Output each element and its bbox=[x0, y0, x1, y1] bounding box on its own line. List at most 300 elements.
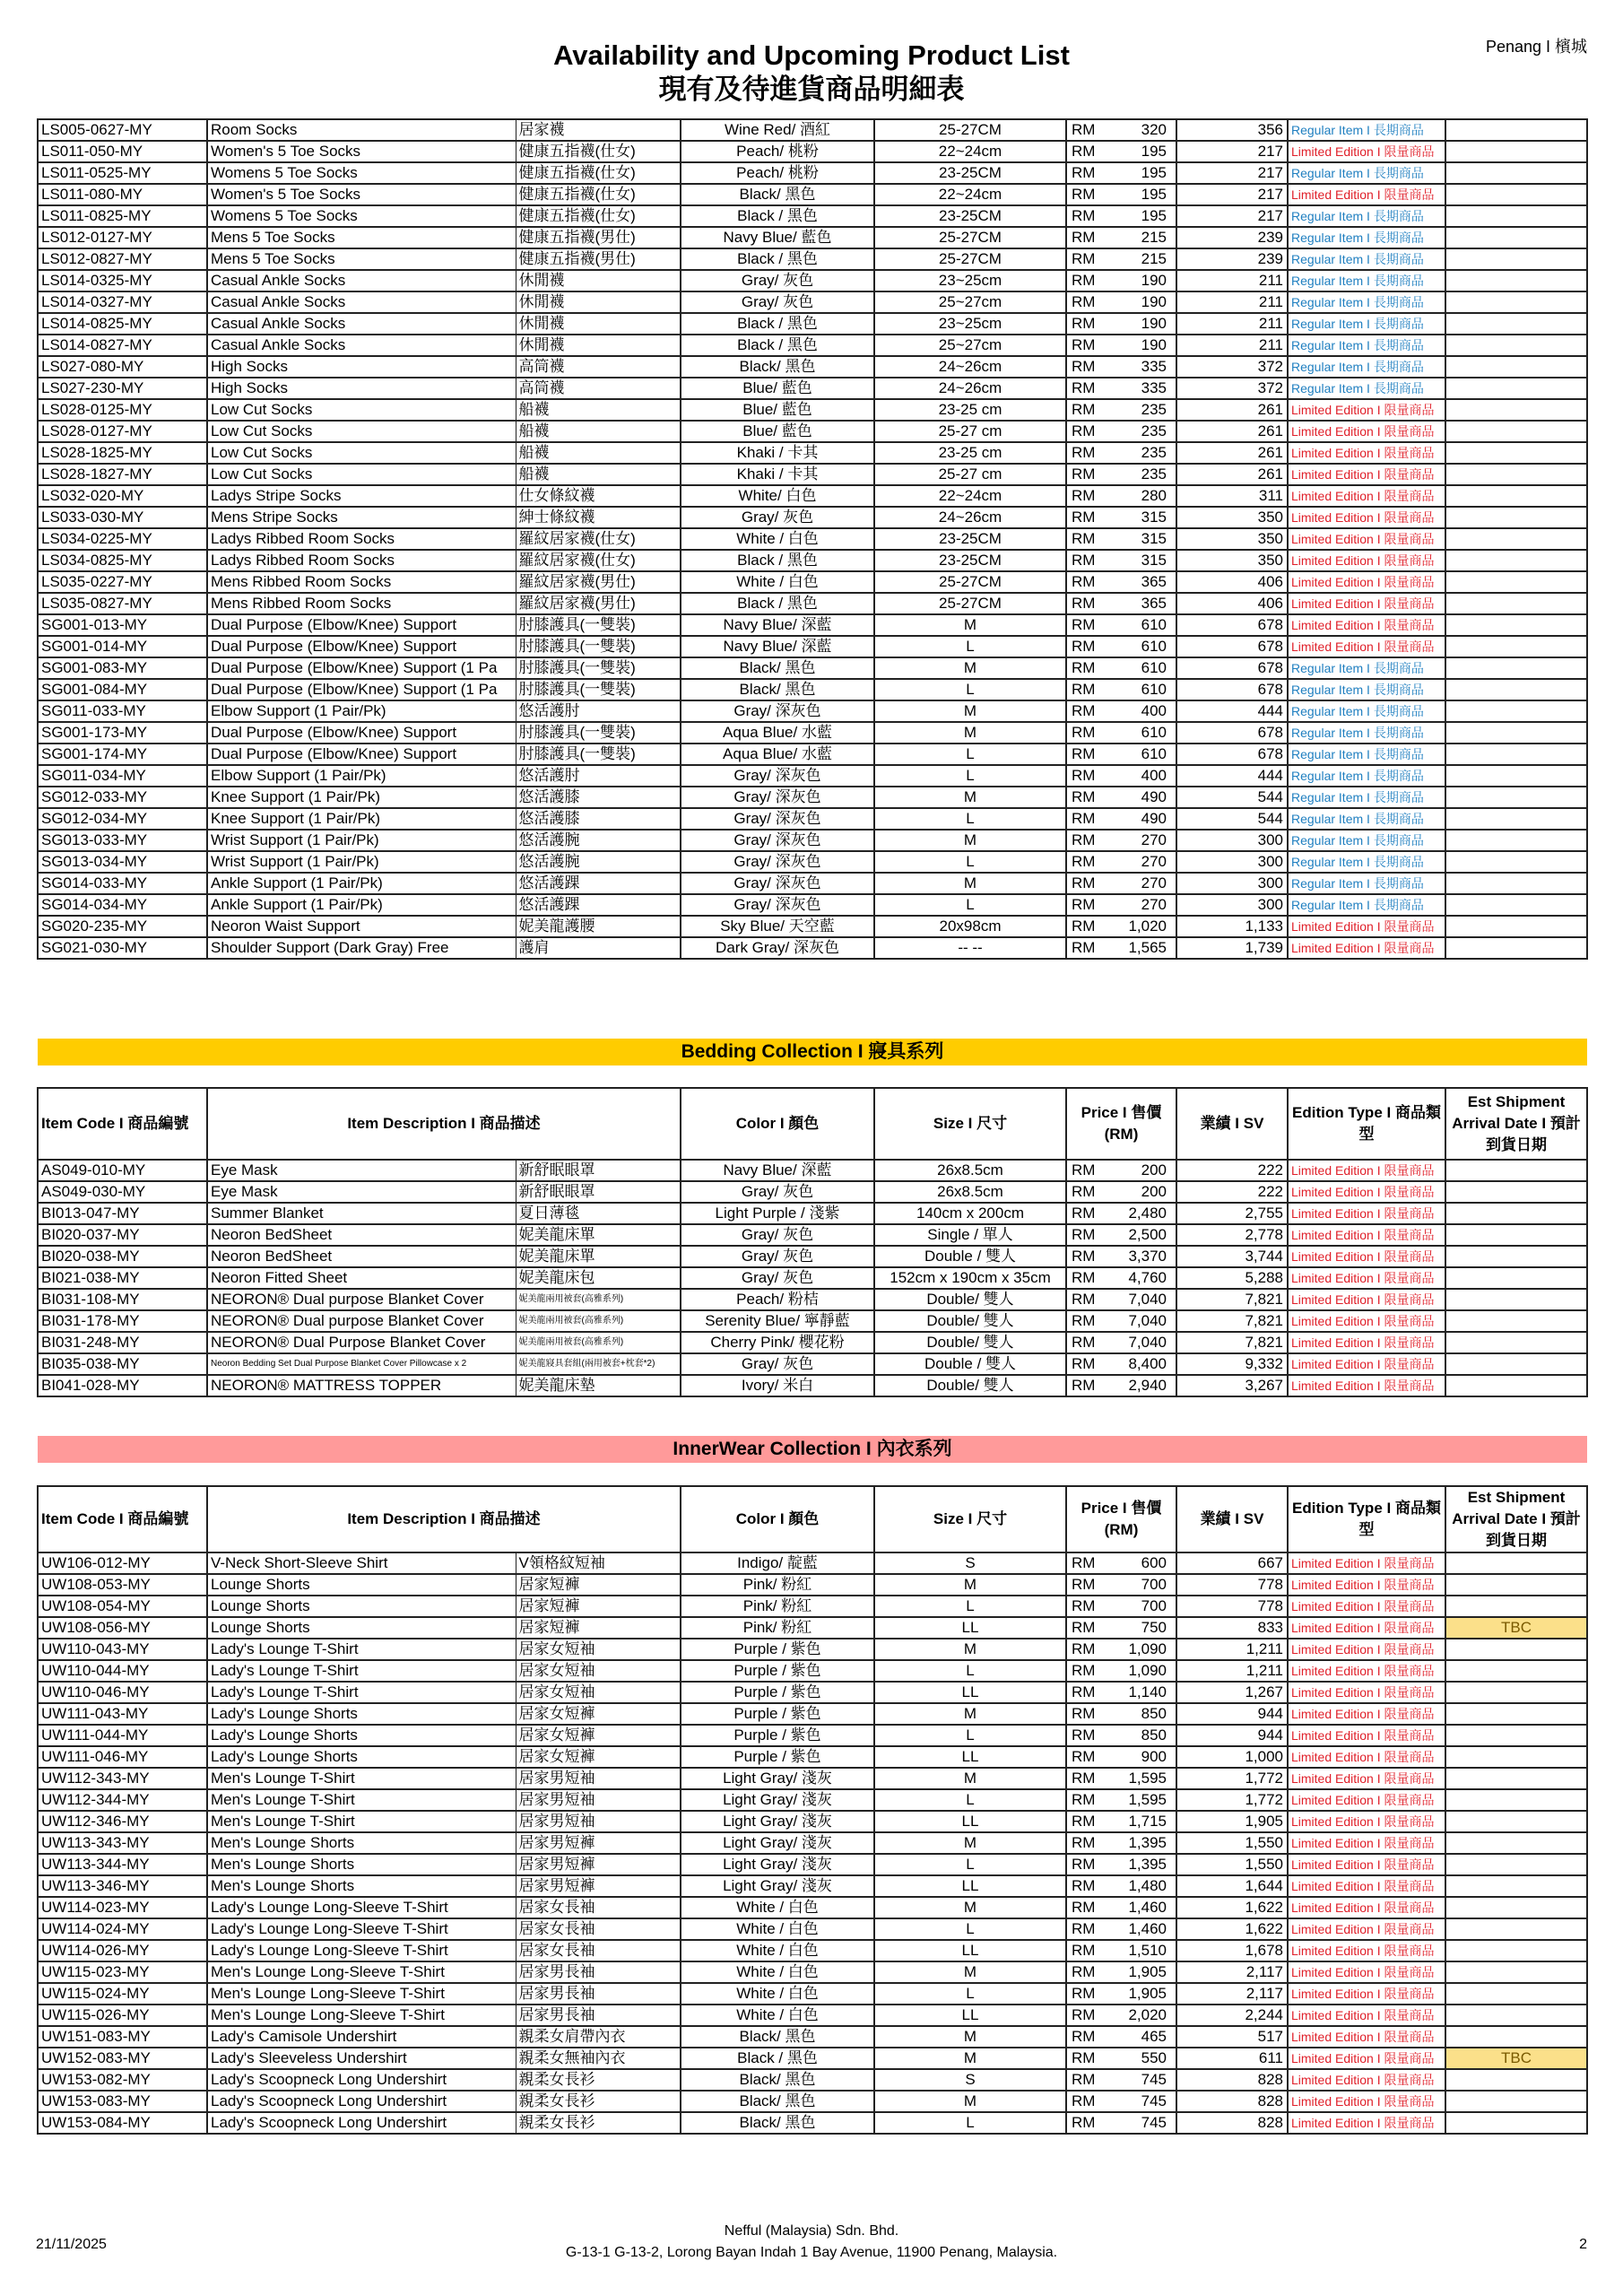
edition-type-badge: Limited Edition I 限量商品 bbox=[1288, 2091, 1445, 2112]
price-amount: 215 bbox=[1141, 229, 1167, 246]
item-size: 25-27CM bbox=[874, 227, 1066, 248]
item-color: Light Gray/ 淺灰 bbox=[681, 1832, 874, 1854]
table-row bbox=[38, 1267, 1587, 1289]
item-description-cn: 居家襪 bbox=[516, 119, 681, 141]
table-row bbox=[38, 248, 1587, 270]
shipment-date bbox=[1445, 1961, 1587, 1983]
table-row bbox=[38, 119, 1587, 141]
item-code: LS033-030-MY bbox=[38, 507, 207, 528]
item-description: Lady's Lounge T-Shirt bbox=[207, 1682, 516, 1703]
item-description-cn: 船襪 bbox=[516, 442, 681, 464]
edition-type-badge: Limited Edition I 限量商品 bbox=[1288, 1897, 1445, 1918]
currency-label: RM bbox=[1072, 1791, 1096, 1808]
edition-type-badge: Regular Item I 長期商品 bbox=[1288, 227, 1445, 248]
table-row bbox=[38, 657, 1587, 679]
item-price bbox=[1066, 464, 1176, 485]
item-description: Wrist Support (1 Pair/Pk) bbox=[207, 851, 516, 873]
item-description: Mens Ribbed Room Socks bbox=[207, 593, 516, 614]
item-description: Lady's Scoopneck Long Undershirt bbox=[207, 2112, 516, 2134]
col-header-size: Size I 尺寸 bbox=[874, 1088, 1066, 1160]
item-code: LS028-0125-MY bbox=[38, 399, 207, 421]
item-size: 25-27 cm bbox=[874, 421, 1066, 442]
edition-type-badge: Regular Item I 長期商品 bbox=[1288, 787, 1445, 808]
edition-type-badge: Regular Item I 長期商品 bbox=[1288, 873, 1445, 894]
item-size: M bbox=[874, 830, 1066, 851]
item-description: Womens 5 Toe Socks bbox=[207, 205, 516, 227]
item-sv: 1,211 bbox=[1176, 1660, 1288, 1682]
item-size: L bbox=[874, 1725, 1066, 1746]
price-amount: 235 bbox=[1141, 444, 1167, 461]
item-size: LL bbox=[874, 1746, 1066, 1768]
item-sv: 7,821 bbox=[1176, 1310, 1288, 1332]
shipment-date bbox=[1445, 356, 1587, 378]
item-price bbox=[1066, 2048, 1176, 2069]
item-description: Ladys Ribbed Room Socks bbox=[207, 550, 516, 571]
edition-type-badge: Limited Edition I 限量商品 bbox=[1288, 1789, 1445, 1811]
item-description-cn: 休閒襪 bbox=[516, 313, 681, 335]
table-row bbox=[38, 1289, 1587, 1310]
currency-label: RM bbox=[1072, 1554, 1096, 1571]
item-sv: 300 bbox=[1176, 894, 1288, 916]
item-color: Khaki / 卡其 bbox=[681, 464, 874, 485]
item-code: LS011-0825-MY bbox=[38, 205, 207, 227]
item-code: BI031-108-MY bbox=[38, 1289, 207, 1310]
item-description-cn: 健康五指襪(男仕) bbox=[516, 248, 681, 270]
item-sv: 833 bbox=[1176, 1617, 1288, 1639]
item-size: 26x8.5cm bbox=[874, 1181, 1066, 1203]
shipment-date bbox=[1445, 1353, 1587, 1375]
item-size: 25-27CM bbox=[874, 593, 1066, 614]
currency-label: RM bbox=[1072, 1877, 1096, 1894]
item-size: M bbox=[874, 2091, 1066, 2112]
item-code: SG012-033-MY bbox=[38, 787, 207, 808]
shipment-date bbox=[1445, 679, 1587, 700]
item-sv: 444 bbox=[1176, 700, 1288, 722]
item-description: Neoron BedSheet bbox=[207, 1246, 516, 1267]
item-description-cn: 妮美龍護腰 bbox=[516, 916, 681, 937]
item-color: Black / 黑色 bbox=[681, 248, 874, 270]
item-code: LS014-0827-MY bbox=[38, 335, 207, 356]
item-color: Gray/ 深灰色 bbox=[681, 873, 874, 894]
table-row bbox=[38, 442, 1587, 464]
item-color: Navy Blue/ 藍色 bbox=[681, 227, 874, 248]
price-amount: 195 bbox=[1141, 143, 1167, 160]
item-color: Gray/ 深灰色 bbox=[681, 894, 874, 916]
item-code: LS014-0825-MY bbox=[38, 313, 207, 335]
item-description: Lady's Lounge Long-Sleeve T-Shirt bbox=[207, 1897, 516, 1918]
item-price bbox=[1066, 744, 1176, 765]
currency-label: RM bbox=[1072, 336, 1096, 353]
price-amount: 7,040 bbox=[1128, 1312, 1167, 1329]
item-sv: 778 bbox=[1176, 1596, 1288, 1617]
item-color: Light Gray/ 淺灰 bbox=[681, 1875, 874, 1897]
table-row bbox=[38, 1617, 1587, 1639]
shipment-date bbox=[1445, 808, 1587, 830]
table-row bbox=[38, 1160, 1587, 1181]
item-code: BI020-037-MY bbox=[38, 1224, 207, 1246]
item-code: UW112-344-MY bbox=[38, 1789, 207, 1811]
currency-label: RM bbox=[1072, 1619, 1096, 1636]
table-row bbox=[38, 614, 1587, 636]
currency-label: RM bbox=[1072, 853, 1096, 870]
item-sv: 217 bbox=[1176, 184, 1288, 205]
item-code: UW108-056-MY bbox=[38, 1617, 207, 1639]
item-description: Knee Support (1 Pair/Pk) bbox=[207, 808, 516, 830]
table-row bbox=[38, 571, 1587, 593]
currency-label: RM bbox=[1072, 164, 1096, 181]
currency-label: RM bbox=[1072, 2049, 1096, 2066]
item-code: UW111-044-MY bbox=[38, 1725, 207, 1746]
shipment-date bbox=[1445, 2026, 1587, 2048]
item-code: UW112-346-MY bbox=[38, 1811, 207, 1832]
item-sv: 678 bbox=[1176, 722, 1288, 744]
item-sv: 217 bbox=[1176, 205, 1288, 227]
shipment-date bbox=[1445, 335, 1587, 356]
item-price bbox=[1066, 141, 1176, 162]
item-price bbox=[1066, 1310, 1176, 1332]
item-description-cn: 護肩 bbox=[516, 937, 681, 959]
item-size: Double/ 雙人 bbox=[874, 1375, 1066, 1396]
currency-label: RM bbox=[1072, 1312, 1096, 1329]
table-row bbox=[38, 1725, 1587, 1746]
item-color: Sky Blue/ 天空藍 bbox=[681, 916, 874, 937]
edition-type-badge: Limited Edition I 限量商品 bbox=[1288, 1811, 1445, 1832]
item-price bbox=[1066, 614, 1176, 636]
currency-label: RM bbox=[1072, 1640, 1096, 1657]
item-sv: 300 bbox=[1176, 830, 1288, 851]
shipment-date bbox=[1445, 1983, 1587, 2005]
item-price bbox=[1066, 1574, 1176, 1596]
table-row bbox=[38, 399, 1587, 421]
item-size: 25-27CM bbox=[874, 571, 1066, 593]
price-amount: 4,760 bbox=[1128, 1269, 1167, 1286]
item-description-cn: 悠活護腕 bbox=[516, 851, 681, 873]
currency-label: RM bbox=[1072, 186, 1096, 203]
item-size: 25-27 cm bbox=[874, 464, 1066, 485]
item-color: Gray/ 灰色 bbox=[681, 507, 874, 528]
item-description: Low Cut Socks bbox=[207, 421, 516, 442]
item-color: Pink/ 粉紅 bbox=[681, 1574, 874, 1596]
item-description-cn: 悠活護肘 bbox=[516, 700, 681, 722]
currency-label: RM bbox=[1072, 724, 1096, 741]
item-sv: 211 bbox=[1176, 335, 1288, 356]
item-sv: 5,288 bbox=[1176, 1267, 1288, 1289]
currency-label: RM bbox=[1072, 831, 1096, 848]
item-color: Black/ 黑色 bbox=[681, 657, 874, 679]
item-description: Dual Purpose (Elbow/Knee) Support bbox=[207, 614, 516, 636]
item-price bbox=[1066, 313, 1176, 335]
table-row bbox=[38, 184, 1587, 205]
item-price bbox=[1066, 205, 1176, 227]
item-sv: 372 bbox=[1176, 378, 1288, 399]
currency-label: RM bbox=[1072, 1726, 1096, 1744]
table-header-row bbox=[38, 1088, 1587, 1160]
table-row bbox=[38, 1246, 1587, 1267]
item-description-cn: 船襪 bbox=[516, 421, 681, 442]
currency-label: RM bbox=[1072, 1269, 1096, 1286]
table-row bbox=[38, 2069, 1587, 2091]
item-color: Khaki / 卡其 bbox=[681, 442, 874, 464]
price-amount: 190 bbox=[1141, 272, 1167, 289]
currency-label: RM bbox=[1072, 767, 1096, 784]
edition-type-badge: Regular Item I 長期商品 bbox=[1288, 313, 1445, 335]
item-sv: 1,550 bbox=[1176, 1832, 1288, 1854]
item-size: M bbox=[874, 2048, 1066, 2069]
shipment-date bbox=[1445, 399, 1587, 421]
shipment-date bbox=[1445, 571, 1587, 593]
item-size: L bbox=[874, 1596, 1066, 1617]
region-label: Penang I 檳城 bbox=[1485, 38, 1587, 56]
item-code: UW110-043-MY bbox=[38, 1639, 207, 1660]
item-code: LS027-230-MY bbox=[38, 378, 207, 399]
item-description-cn: 親柔女長衫 bbox=[516, 2091, 681, 2112]
edition-type-badge: Limited Edition I 限量商品 bbox=[1288, 1310, 1445, 1332]
table-row bbox=[38, 550, 1587, 571]
item-price bbox=[1066, 1983, 1176, 2005]
item-description-cn: 居家男短袖 bbox=[516, 1789, 681, 1811]
shipment-date bbox=[1445, 2112, 1587, 2134]
item-sv: 944 bbox=[1176, 1725, 1288, 1746]
shipment-date bbox=[1445, 162, 1587, 184]
currency-label: RM bbox=[1072, 1834, 1096, 1851]
item-description: Dual Purpose (Elbow/Knee) Support bbox=[207, 636, 516, 657]
item-description: Casual Ankle Socks bbox=[207, 335, 516, 356]
shipment-date bbox=[1445, 851, 1587, 873]
item-price bbox=[1066, 1897, 1176, 1918]
item-sv: 828 bbox=[1176, 2112, 1288, 2134]
shipment-date bbox=[1445, 485, 1587, 507]
item-color: Aqua Blue/ 水藍 bbox=[681, 744, 874, 765]
currency-label: RM bbox=[1072, 616, 1096, 633]
table-row bbox=[38, 1789, 1587, 1811]
table-row bbox=[38, 1768, 1587, 1789]
item-description: Neoron BedSheet bbox=[207, 1224, 516, 1246]
shipment-date bbox=[1445, 1181, 1587, 1203]
edition-type-badge: Limited Edition I 限量商品 bbox=[1288, 184, 1445, 205]
item-size: M bbox=[874, 614, 1066, 636]
item-description-cn: 妮美龍兩用被套(高雅系列) bbox=[516, 1289, 681, 1310]
edition-type-badge: Limited Edition I 限量商品 bbox=[1288, 1875, 1445, 1897]
item-description-cn: 居家女長袖 bbox=[516, 1897, 681, 1918]
currency-label: RM bbox=[1072, 1205, 1096, 1222]
item-description-cn: 妮美龍寢具套組(兩用被套+枕套*2) bbox=[516, 1353, 681, 1375]
edition-type-badge: Limited Edition I 限量商品 bbox=[1288, 141, 1445, 162]
item-code: LS028-1825-MY bbox=[38, 442, 207, 464]
price-amount: 7,040 bbox=[1128, 1291, 1167, 1308]
edition-type-badge: Limited Edition I 限量商品 bbox=[1288, 1353, 1445, 1375]
edition-type-badge: Limited Edition I 限量商品 bbox=[1288, 593, 1445, 614]
shipment-date bbox=[1445, 1267, 1587, 1289]
item-sv: 211 bbox=[1176, 270, 1288, 291]
price-amount: 850 bbox=[1141, 1726, 1167, 1744]
item-code: AS049-030-MY bbox=[38, 1181, 207, 1203]
currency-label: RM bbox=[1072, 1683, 1096, 1700]
item-description-cn: 居家男短袖 bbox=[516, 1811, 681, 1832]
item-description-cn: 船襪 bbox=[516, 399, 681, 421]
item-description-cn: 健康五指襪(仕女) bbox=[516, 205, 681, 227]
item-price bbox=[1066, 227, 1176, 248]
item-price bbox=[1066, 421, 1176, 442]
footer-date: 21/11/2025 bbox=[36, 2237, 107, 2252]
item-code: UW153-084-MY bbox=[38, 2112, 207, 2134]
item-sv: 828 bbox=[1176, 2069, 1288, 2091]
item-color: Black / 黑色 bbox=[681, 335, 874, 356]
item-description-cn: 居家女長袖 bbox=[516, 1940, 681, 1961]
item-description-cn: 新舒眠眼罩 bbox=[516, 1181, 681, 1203]
item-description-cn: 肘膝護具(一雙裝) bbox=[516, 636, 681, 657]
item-description-cn: 居家短褲 bbox=[516, 1574, 681, 1596]
currency-label: RM bbox=[1072, 573, 1096, 590]
item-description: Casual Ankle Socks bbox=[207, 291, 516, 313]
item-description-cn: 居家男長袖 bbox=[516, 1961, 681, 1983]
item-price bbox=[1066, 1617, 1176, 1639]
item-sv: 1,622 bbox=[1176, 1918, 1288, 1940]
price-amount: 2,020 bbox=[1128, 2006, 1167, 2023]
item-size: Double/ 雙人 bbox=[874, 1332, 1066, 1353]
item-color: Purple / 紫色 bbox=[681, 1703, 874, 1725]
item-price bbox=[1066, 1267, 1176, 1289]
item-code: SG011-034-MY bbox=[38, 765, 207, 787]
item-size: L bbox=[874, 679, 1066, 700]
item-price bbox=[1066, 1660, 1176, 1682]
item-code: LS012-0827-MY bbox=[38, 248, 207, 270]
table-row bbox=[38, 787, 1587, 808]
item-color: Gray/ 深灰色 bbox=[681, 765, 874, 787]
item-code: UW111-046-MY bbox=[38, 1746, 207, 1768]
price-amount: 1,905 bbox=[1128, 1963, 1167, 1980]
item-size: M bbox=[874, 1703, 1066, 1725]
item-description: Lady's Lounge T-Shirt bbox=[207, 1639, 516, 1660]
shipment-date bbox=[1445, 2005, 1587, 2026]
item-sv: 678 bbox=[1176, 744, 1288, 765]
item-description-cn: 居家短褲 bbox=[516, 1617, 681, 1639]
item-color: Black/ 黑色 bbox=[681, 2091, 874, 2112]
item-price bbox=[1066, 356, 1176, 378]
item-sv: 222 bbox=[1176, 1160, 1288, 1181]
item-size: LL bbox=[874, 1811, 1066, 1832]
item-code: SG001-013-MY bbox=[38, 614, 207, 636]
item-description-cn: 羅紋居家襪(仕女) bbox=[516, 550, 681, 571]
item-description: Men's Lounge Long-Sleeve T-Shirt bbox=[207, 2005, 516, 2026]
item-description: Room Socks bbox=[207, 119, 516, 141]
price-amount: 235 bbox=[1141, 401, 1167, 418]
currency-label: RM bbox=[1072, 143, 1096, 160]
price-amount: 1,020 bbox=[1128, 918, 1167, 935]
edition-type-badge: Limited Edition I 限量商品 bbox=[1288, 507, 1445, 528]
item-sv: 1,622 bbox=[1176, 1897, 1288, 1918]
item-code: LS027-080-MY bbox=[38, 356, 207, 378]
item-size: Double / 雙人 bbox=[874, 1353, 1066, 1375]
item-color: Pink/ 粉紅 bbox=[681, 1617, 874, 1639]
price-amount: 195 bbox=[1141, 164, 1167, 181]
currency-label: RM bbox=[1072, 465, 1096, 483]
item-code: UW113-344-MY bbox=[38, 1854, 207, 1875]
item-size: L bbox=[874, 765, 1066, 787]
item-description-cn: 妮美龍床包 bbox=[516, 1267, 681, 1289]
price-amount: 610 bbox=[1141, 724, 1167, 741]
item-size: LL bbox=[874, 1682, 1066, 1703]
item-size: M bbox=[874, 1961, 1066, 1983]
item-code: SG014-034-MY bbox=[38, 894, 207, 916]
currency-label: RM bbox=[1072, 918, 1096, 935]
item-color: White/ 白色 bbox=[681, 485, 874, 507]
price-amount: 7,040 bbox=[1128, 1334, 1167, 1351]
item-color: Light Gray/ 淺灰 bbox=[681, 1854, 874, 1875]
price-amount: 745 bbox=[1141, 2092, 1167, 2109]
price-amount: 270 bbox=[1141, 831, 1167, 848]
item-price bbox=[1066, 851, 1176, 873]
edition-type-badge: Limited Edition I 限量商品 bbox=[1288, 1246, 1445, 1267]
item-price bbox=[1066, 2005, 1176, 2026]
item-color: White / 白色 bbox=[681, 1940, 874, 1961]
item-price bbox=[1066, 270, 1176, 291]
item-sv: 611 bbox=[1176, 2048, 1288, 2069]
item-description-cn: 居家女短褲 bbox=[516, 1746, 681, 1768]
item-size: Single / 單人 bbox=[874, 1224, 1066, 1246]
item-description: NEORON® MATTRESS TOPPER bbox=[207, 1375, 516, 1396]
item-color: Black / 黑色 bbox=[681, 593, 874, 614]
price-amount: 215 bbox=[1141, 250, 1167, 267]
item-sv: 517 bbox=[1176, 2026, 1288, 2048]
item-code: UW153-083-MY bbox=[38, 2091, 207, 2112]
shipment-date bbox=[1445, 787, 1587, 808]
item-code: SG001-084-MY bbox=[38, 679, 207, 700]
item-size: M bbox=[874, 1574, 1066, 1596]
item-code: LS035-0827-MY bbox=[38, 593, 207, 614]
edition-type-badge: Limited Edition I 限量商品 bbox=[1288, 421, 1445, 442]
item-description: Mens 5 Toe Socks bbox=[207, 227, 516, 248]
item-description-cn: 居家男長袖 bbox=[516, 2005, 681, 2026]
item-price bbox=[1066, 1246, 1176, 1267]
price-amount: 745 bbox=[1141, 2114, 1167, 2131]
item-price bbox=[1066, 184, 1176, 205]
edition-type-badge: Limited Edition I 限量商品 bbox=[1288, 1639, 1445, 1660]
item-description-cn: 悠活護膝 bbox=[516, 787, 681, 808]
item-color: Gray/ 深灰色 bbox=[681, 851, 874, 873]
edition-type-badge: Regular Item I 長期商品 bbox=[1288, 808, 1445, 830]
edition-type-badge: Limited Edition I 限量商品 bbox=[1288, 1160, 1445, 1181]
item-price bbox=[1066, 2026, 1176, 2048]
edition-type-badge: Limited Edition I 限量商品 bbox=[1288, 1375, 1445, 1396]
currency-label: RM bbox=[1072, 1856, 1096, 1873]
item-description: Lady's Scoopneck Long Undershirt bbox=[207, 2091, 516, 2112]
item-sv: 544 bbox=[1176, 808, 1288, 830]
item-sv: 350 bbox=[1176, 528, 1288, 550]
item-code: SG001-014-MY bbox=[38, 636, 207, 657]
item-color: Gray/ 深灰色 bbox=[681, 830, 874, 851]
currency-label: RM bbox=[1072, 1920, 1096, 1937]
shipment-date bbox=[1445, 421, 1587, 442]
currency-label: RM bbox=[1072, 702, 1096, 719]
item-price bbox=[1066, 485, 1176, 507]
item-size: 23-25 cm bbox=[874, 399, 1066, 421]
bedding-section-banner: Bedding Collection I 寢具系列 bbox=[38, 1039, 1587, 1065]
item-price bbox=[1066, 873, 1176, 894]
item-sv: 667 bbox=[1176, 1552, 1288, 1574]
shipment-date bbox=[1445, 744, 1587, 765]
currency-label: RM bbox=[1072, 509, 1096, 526]
edition-type-badge: Regular Item I 長期商品 bbox=[1288, 270, 1445, 291]
item-color: Gray/ 灰色 bbox=[681, 1353, 874, 1375]
table-row bbox=[38, 1660, 1587, 1682]
item-description: NEORON® Dual Purpose Blanket Cover bbox=[207, 1332, 516, 1353]
edition-type-badge: Limited Edition I 限量商品 bbox=[1288, 1854, 1445, 1875]
item-sv: 239 bbox=[1176, 248, 1288, 270]
edition-type-badge: Regular Item I 長期商品 bbox=[1288, 657, 1445, 679]
item-description-cn: 夏日薄毯 bbox=[516, 1203, 681, 1224]
item-description-cn: 新舒眠眼罩 bbox=[516, 1160, 681, 1181]
table-row bbox=[38, 1375, 1587, 1396]
